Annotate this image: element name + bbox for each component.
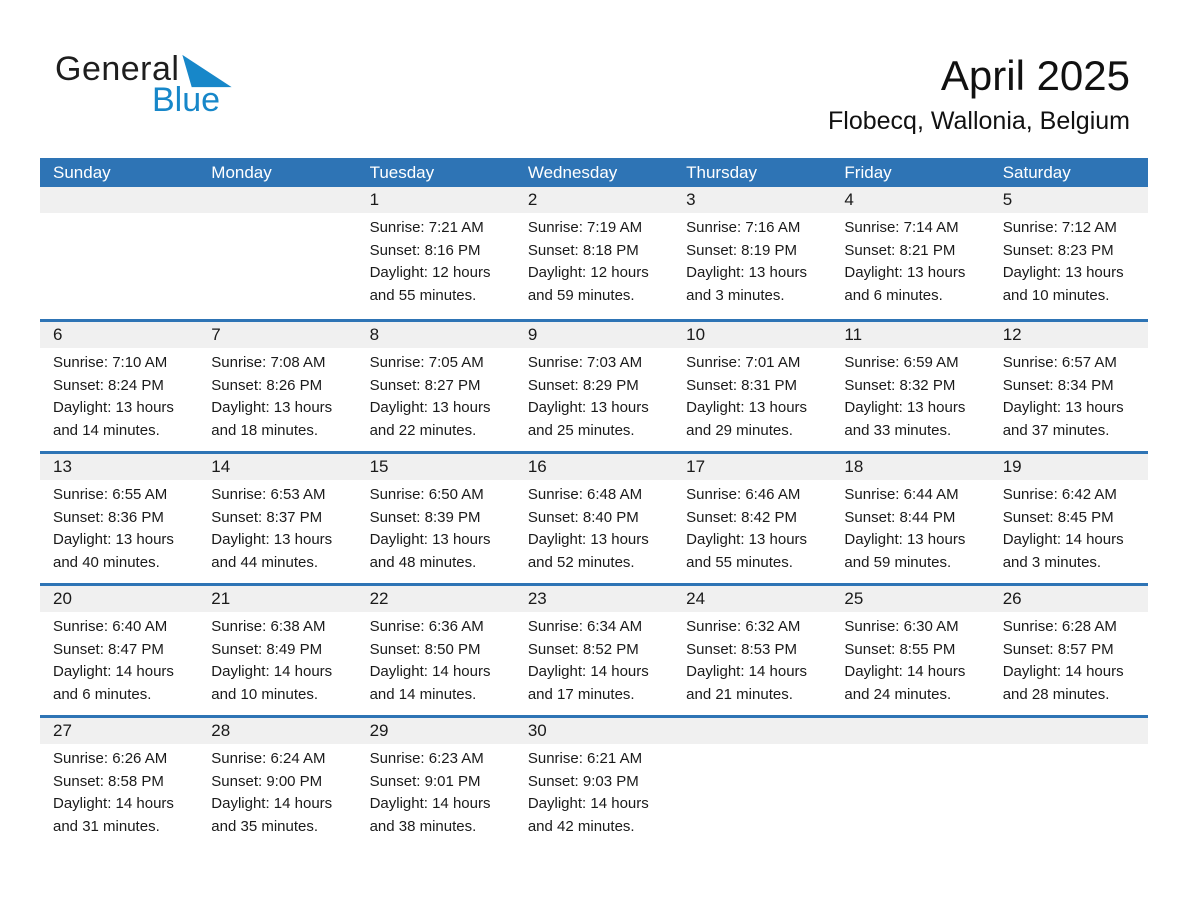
sunset-text: Sunset: 8:16 PM [369, 241, 481, 259]
daylight-text-line1: Daylight: 13 hours [844, 399, 966, 416]
week-row [40, 187, 1148, 319]
weeks-container [40, 187, 1148, 847]
sunrise-text: Sunrise: 6:23 AM [369, 750, 484, 767]
day-details [831, 348, 989, 442]
daylight-text-line1: Daylight: 13 hours [844, 531, 966, 548]
day-number: 7 [198, 322, 356, 348]
daylight-text-line2: and 37 minutes. [1002, 421, 1110, 439]
daylight-text-line1: Daylight: 13 hours [527, 531, 649, 548]
daylight-text-line1: Daylight: 14 hours [527, 795, 649, 812]
day-details [673, 744, 831, 748]
day-details [990, 612, 1148, 706]
day-number: 26 [990, 586, 1148, 612]
sunset-text: Sunset: 9:01 PM [369, 772, 481, 790]
day-cell-9 [515, 322, 673, 451]
sunset-text: Sunset: 8:50 PM [369, 640, 481, 658]
day-cell-5 [990, 187, 1148, 319]
daylight-text-line1: Daylight: 13 hours [686, 531, 808, 548]
sunset-text: Sunset: 8:24 PM [53, 376, 164, 394]
daylight-text-line1: Daylight: 13 hours [211, 531, 333, 548]
day-cell-17 [673, 454, 831, 583]
day-cell-empty [673, 718, 831, 847]
daylight-text-line1: Daylight: 14 hours [844, 663, 966, 680]
sunrise-text: Sunrise: 6:38 AM [211, 618, 326, 635]
sunrise-text: Sunrise: 6:59 AM [844, 354, 959, 371]
daylight-text-line2: and 25 minutes. [527, 421, 635, 439]
day-cell-28 [198, 718, 356, 847]
sunset-text: Sunset: 8:55 PM [844, 640, 956, 658]
weekday-label-sunday: Sunday [53, 162, 111, 182]
day-number: 15 [357, 454, 515, 480]
sunset-text: Sunset: 8:40 PM [527, 508, 639, 526]
day-number: 19 [990, 454, 1148, 480]
sunrise-text: Sunrise: 6:24 AM [211, 750, 326, 767]
daylight-text-line1: Daylight: 12 hours [527, 264, 649, 281]
sunrise-text: Sunrise: 6:34 AM [527, 618, 643, 635]
daylight-text-line1: Daylight: 13 hours [844, 264, 966, 281]
daylight-text-line1: Daylight: 14 hours [53, 795, 174, 812]
day-cell-10 [673, 322, 831, 451]
day-details [357, 348, 515, 442]
daylight-text-line1: Daylight: 13 hours [53, 399, 174, 416]
day-number: 8 [357, 322, 515, 348]
sunset-text: Sunset: 8:58 PM [53, 772, 164, 790]
day-number: 5 [990, 187, 1148, 213]
daylight-text-line1: Daylight: 13 hours [369, 399, 491, 416]
daylight-text-line1: Daylight: 14 hours [53, 663, 174, 680]
sunset-text: Sunset: 8:37 PM [211, 508, 323, 526]
day-details [357, 612, 515, 706]
day-details [831, 480, 989, 574]
daylight-text-line2: and 40 minutes. [53, 553, 160, 571]
page-header [0, 0, 1188, 158]
day-details [198, 480, 356, 574]
sunset-text: Sunset: 9:03 PM [527, 772, 639, 790]
day-number: 3 [673, 187, 831, 213]
sunset-text: Sunset: 8:34 PM [1002, 376, 1114, 394]
page-subtitle: Flobecq, Wallonia, Belgium [828, 107, 1130, 136]
sunrise-text: Sunrise: 7:16 AM [686, 219, 801, 236]
day-cell-29 [357, 718, 515, 847]
day-number: 11 [831, 322, 989, 348]
weekday-header-row [40, 158, 1148, 187]
day-number: 6 [40, 322, 198, 348]
day-details [515, 744, 673, 838]
day-cell-1 [357, 187, 515, 319]
day-details [515, 213, 673, 307]
daylight-text-line2: and 59 minutes. [844, 553, 952, 571]
daylight-text-line1: Daylight: 14 hours [527, 663, 649, 680]
sunset-text: Sunset: 8:26 PM [211, 376, 323, 394]
day-cell-16 [515, 454, 673, 583]
day-details [831, 744, 989, 748]
daylight-text-line1: Daylight: 14 hours [686, 663, 808, 680]
sunrise-text: Sunrise: 6:26 AM [53, 750, 168, 767]
sunrise-text: Sunrise: 6:42 AM [1002, 486, 1117, 503]
day-details [515, 348, 673, 442]
day-number: 1 [357, 187, 515, 213]
day-number: 10 [673, 322, 831, 348]
week-row [40, 583, 1148, 715]
day-details [40, 612, 198, 706]
sunset-text: Sunset: 8:52 PM [527, 640, 639, 658]
sunset-text: Sunset: 8:32 PM [844, 376, 956, 394]
sunset-text: Sunset: 8:36 PM [53, 508, 164, 526]
day-details [990, 213, 1148, 307]
day-details [831, 612, 989, 706]
daylight-text-line2: and 14 minutes. [53, 421, 160, 439]
daylight-text-line1: Daylight: 13 hours [1002, 264, 1124, 281]
sunrise-text: Sunrise: 6:46 AM [686, 486, 801, 503]
day-details [357, 480, 515, 574]
sunrise-text: Sunrise: 7:08 AM [211, 354, 326, 371]
day-cell-24 [673, 586, 831, 715]
day-details [673, 480, 831, 574]
sunrise-text: Sunrise: 7:01 AM [686, 354, 801, 371]
weekday-label-monday: Monday [211, 162, 272, 182]
sunrise-text: Sunrise: 6:44 AM [844, 486, 959, 503]
day-cell-11 [831, 322, 989, 451]
day-number: 16 [515, 454, 673, 480]
daylight-text-line2: and 17 minutes. [527, 685, 635, 703]
sunset-text: Sunset: 8:53 PM [686, 640, 798, 658]
day-number: 30 [515, 718, 673, 744]
day-details [990, 480, 1148, 574]
weekday-label-wednesday: Wednesday [527, 162, 618, 182]
day-details [831, 213, 989, 307]
day-cell-3 [673, 187, 831, 319]
sunrise-text: Sunrise: 6:30 AM [844, 618, 959, 635]
day-number: 17 [673, 454, 831, 480]
day-details [40, 213, 198, 217]
day-details [673, 612, 831, 706]
daylight-text-line2: and 52 minutes. [527, 553, 635, 571]
weekday-label-friday: Friday [844, 162, 892, 182]
daylight-text-line2: and 55 minutes. [686, 553, 793, 571]
sunset-text: Sunset: 8:27 PM [369, 376, 481, 394]
sunrise-text: Sunrise: 6:57 AM [1002, 354, 1117, 371]
daylight-text-line1: Daylight: 13 hours [527, 399, 649, 416]
day-details [990, 744, 1148, 748]
day-number: 29 [357, 718, 515, 744]
sunset-text: Sunset: 8:57 PM [1002, 640, 1114, 658]
sunrise-text: Sunrise: 7:12 AM [1002, 219, 1117, 236]
day-details [357, 744, 515, 838]
sunset-text: Sunset: 8:29 PM [527, 376, 639, 394]
sunset-text: Sunset: 8:18 PM [527, 241, 639, 259]
daylight-text-line2: and 35 minutes. [211, 817, 319, 835]
daylight-text-line1: Daylight: 13 hours [686, 399, 808, 416]
daylight-text-line1: Daylight: 13 hours [53, 531, 174, 548]
day-cell-4 [831, 187, 989, 319]
daylight-text-line1: Daylight: 14 hours [369, 663, 491, 680]
sunrise-text: Sunrise: 6:21 AM [527, 750, 643, 767]
day-cell-13 [40, 454, 198, 583]
sunrise-text: Sunrise: 6:36 AM [369, 618, 484, 635]
sunrise-text: Sunrise: 7:10 AM [53, 354, 168, 371]
sunset-text: Sunset: 8:19 PM [686, 241, 798, 259]
week-row [40, 715, 1148, 847]
general-blue-logo [55, 52, 233, 117]
day-number: 20 [40, 586, 198, 612]
sunrise-text: Sunrise: 6:40 AM [53, 618, 168, 635]
daylight-text-line2: and 24 minutes. [844, 685, 952, 703]
day-cell-25 [831, 586, 989, 715]
daylight-text-line2: and 10 minutes. [1002, 286, 1110, 304]
sunset-text: Sunset: 8:39 PM [369, 508, 481, 526]
day-number [198, 187, 356, 213]
daylight-text-line2: and 22 minutes. [369, 421, 477, 439]
day-number: 2 [515, 187, 673, 213]
day-cell-2 [515, 187, 673, 319]
sunrise-text: Sunrise: 6:32 AM [686, 618, 801, 635]
day-cell-7 [198, 322, 356, 451]
day-details [198, 348, 356, 442]
calendar-grid [40, 158, 1148, 847]
sunset-text: Sunset: 9:00 PM [211, 772, 323, 790]
day-cell-empty [40, 187, 198, 319]
daylight-text-line2: and 6 minutes. [844, 286, 943, 304]
daylight-text-line2: and 44 minutes. [211, 553, 319, 571]
day-details [40, 480, 198, 574]
titles [828, 52, 1130, 136]
daylight-text-line1: Daylight: 14 hours [1002, 663, 1124, 680]
daylight-text-line1: Daylight: 14 hours [211, 663, 333, 680]
day-cell-18 [831, 454, 989, 583]
day-number [990, 718, 1148, 744]
day-number: 28 [198, 718, 356, 744]
day-cell-empty [831, 718, 989, 847]
day-details [515, 480, 673, 574]
sunrise-text: Sunrise: 6:48 AM [527, 486, 643, 503]
daylight-text-line2: and 6 minutes. [53, 685, 152, 703]
day-number: 27 [40, 718, 198, 744]
daylight-text-line2: and 28 minutes. [1002, 685, 1110, 703]
day-cell-27 [40, 718, 198, 847]
daylight-text-line2: and 31 minutes. [53, 817, 160, 835]
daylight-text-line2: and 48 minutes. [369, 553, 477, 571]
day-details [40, 348, 198, 442]
daylight-text-line2: and 42 minutes. [527, 817, 635, 835]
day-cell-6 [40, 322, 198, 451]
daylight-text-line2: and 3 minutes. [1002, 553, 1102, 571]
day-details [198, 744, 356, 838]
day-number [673, 718, 831, 744]
sunset-text: Sunset: 8:21 PM [844, 241, 956, 259]
day-cell-empty [198, 187, 356, 319]
day-number [40, 187, 198, 213]
week-row [40, 451, 1148, 583]
day-cell-14 [198, 454, 356, 583]
daylight-text-line2: and 21 minutes. [686, 685, 793, 703]
day-number: 22 [357, 586, 515, 612]
day-cell-19 [990, 454, 1148, 583]
sunrise-text: Sunrise: 7:19 AM [527, 219, 643, 236]
daylight-text-line2: and 29 minutes. [686, 421, 793, 439]
daylight-text-line2: and 33 minutes. [844, 421, 952, 439]
day-cell-12 [990, 322, 1148, 451]
day-details [357, 213, 515, 307]
daylight-text-line2: and 18 minutes. [211, 421, 319, 439]
sunrise-text: Sunrise: 6:50 AM [369, 486, 484, 503]
sunrise-text: Sunrise: 6:28 AM [1002, 618, 1117, 635]
sunset-text: Sunset: 8:49 PM [211, 640, 323, 658]
sunset-text: Sunset: 8:23 PM [1002, 241, 1114, 259]
daylight-text-line2: and 59 minutes. [527, 286, 635, 304]
day-details [40, 744, 198, 838]
day-cell-15 [357, 454, 515, 583]
sunrise-text: Sunrise: 7:05 AM [369, 354, 484, 371]
day-number: 12 [990, 322, 1148, 348]
day-details [198, 612, 356, 706]
daylight-text-line1: Daylight: 13 hours [1002, 399, 1124, 416]
sunset-text: Sunset: 8:42 PM [686, 508, 798, 526]
daylight-text-line1: Daylight: 13 hours [211, 399, 333, 416]
sunrise-text: Sunrise: 7:14 AM [844, 219, 959, 236]
weekday-label-thursday: Thursday [686, 162, 758, 182]
day-number: 24 [673, 586, 831, 612]
daylight-text-line1: Daylight: 13 hours [369, 531, 491, 548]
day-number: 18 [831, 454, 989, 480]
day-details [515, 612, 673, 706]
day-details [673, 348, 831, 442]
day-cell-26 [990, 586, 1148, 715]
sunrise-text: Sunrise: 7:21 AM [369, 219, 484, 236]
sunrise-text: Sunrise: 6:55 AM [53, 486, 168, 503]
day-cell-22 [357, 586, 515, 715]
day-cell-8 [357, 322, 515, 451]
sunset-text: Sunset: 8:47 PM [53, 640, 164, 658]
day-number: 14 [198, 454, 356, 480]
day-number: 25 [831, 586, 989, 612]
day-cell-20 [40, 586, 198, 715]
daylight-text-line1: Daylight: 12 hours [369, 264, 491, 281]
day-cell-21 [198, 586, 356, 715]
day-number: 4 [831, 187, 989, 213]
daylight-text-line2: and 3 minutes. [686, 286, 785, 304]
daylight-text-line1: Daylight: 14 hours [211, 795, 333, 812]
daylight-text-line1: Daylight: 14 hours [1002, 531, 1124, 548]
page-title: April 2025 [940, 52, 1130, 99]
day-cell-empty [990, 718, 1148, 847]
sunset-text: Sunset: 8:31 PM [686, 376, 798, 394]
weekday-label-tuesday: Tuesday [369, 162, 435, 182]
logo-text-general: General [55, 50, 180, 88]
daylight-text-line2: and 10 minutes. [211, 685, 319, 703]
day-number: 23 [515, 586, 673, 612]
daylight-text-line2: and 38 minutes. [369, 817, 477, 835]
day-details [198, 213, 356, 217]
day-details [990, 348, 1148, 442]
day-number: 21 [198, 586, 356, 612]
daylight-text-line2: and 55 minutes. [369, 286, 477, 304]
week-row [40, 319, 1148, 451]
day-cell-23 [515, 586, 673, 715]
day-number: 9 [515, 322, 673, 348]
sunset-text: Sunset: 8:45 PM [1002, 508, 1114, 526]
day-details [673, 213, 831, 307]
sunrise-text: Sunrise: 7:03 AM [527, 354, 643, 371]
daylight-text-line1: Daylight: 13 hours [686, 264, 808, 281]
daylight-text-line1: Daylight: 14 hours [369, 795, 491, 812]
daylight-text-line2: and 14 minutes. [369, 685, 477, 703]
day-number [831, 718, 989, 744]
day-number: 13 [40, 454, 198, 480]
sunset-text: Sunset: 8:44 PM [844, 508, 956, 526]
sunrise-text: Sunrise: 6:53 AM [211, 486, 326, 503]
day-cell-30 [515, 718, 673, 847]
weekday-label-saturday: Saturday [1002, 162, 1071, 182]
logo-text-blue: Blue [152, 81, 221, 119]
